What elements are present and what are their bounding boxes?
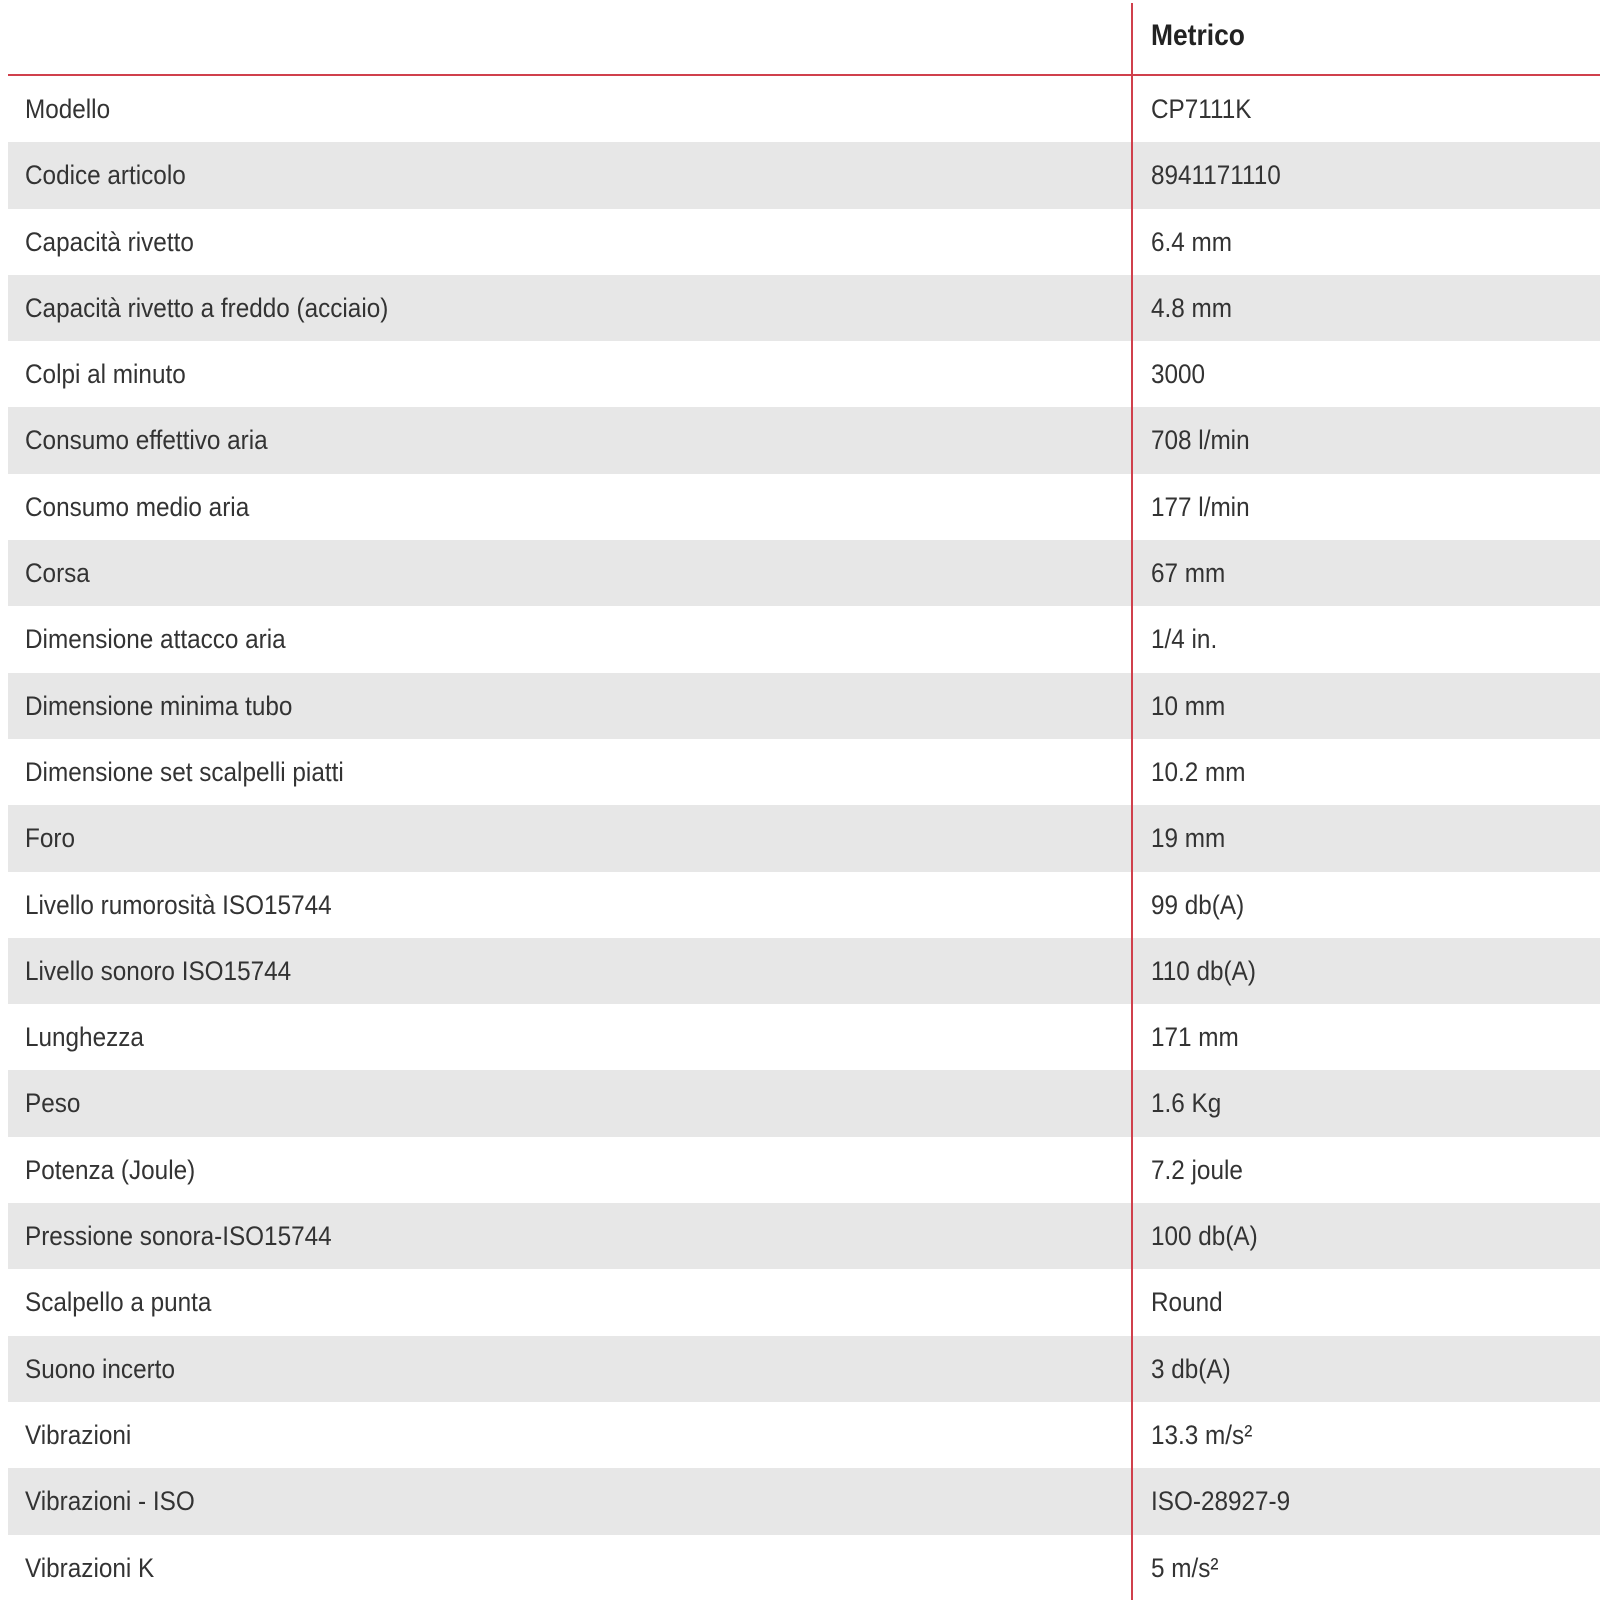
row-label: Codice articolo (25, 160, 186, 191)
table-row (8, 872, 1600, 938)
table-row (8, 275, 1600, 341)
row-value: Round (1151, 1287, 1223, 1318)
row-value: 10.2 mm (1151, 756, 1246, 787)
table-row (8, 1468, 1600, 1534)
row-label: Dimensione set scalpelli piatti (25, 756, 344, 787)
table-row (8, 1402, 1600, 1468)
row-value: 177 l/min (1151, 491, 1250, 522)
table-row (8, 209, 1600, 275)
row-value: 19 mm (1151, 823, 1226, 854)
row-label: Consumo medio aria (25, 491, 250, 522)
row-value: 3 db(A) (1151, 1353, 1231, 1384)
row-value: 4.8 mm (1151, 292, 1233, 323)
table-row (8, 805, 1600, 871)
row-label: Vibrazioni - ISO (25, 1486, 195, 1517)
table-row (8, 606, 1600, 672)
row-value: 7.2 joule (1151, 1154, 1243, 1185)
row-value: 67 mm (1151, 558, 1226, 589)
table-row (8, 739, 1600, 805)
row-label: Suono incerto (25, 1353, 175, 1384)
row-value: 3000 (1151, 359, 1206, 390)
table-row (8, 1070, 1600, 1136)
row-value: 708 l/min (1151, 425, 1250, 456)
row-label: Capacità rivetto a freddo (acciaio) (25, 292, 389, 323)
row-label: Consumo effettivo aria (25, 425, 268, 456)
row-label: Livello rumorosità ISO15744 (25, 889, 332, 920)
row-value: 5 m/s² (1151, 1552, 1219, 1583)
row-value: 6.4 mm (1151, 226, 1233, 257)
table-row (8, 1203, 1600, 1269)
row-label: Peso (25, 1088, 81, 1119)
table-row (8, 341, 1600, 407)
row-label: Dimensione attacco aria (25, 624, 286, 655)
table-row (8, 1137, 1600, 1203)
table-row (8, 142, 1600, 208)
row-label: Pressione sonora-ISO15744 (25, 1221, 332, 1252)
row-value: 13.3 m/s² (1151, 1419, 1253, 1450)
column-header-metrico: Metrico (1151, 19, 1245, 52)
table-row (8, 474, 1600, 540)
row-label: Livello sonoro ISO15744 (25, 955, 292, 986)
row-value: 10 mm (1151, 690, 1226, 721)
row-label: Scalpello a punta (25, 1287, 212, 1318)
table-row (8, 1336, 1600, 1402)
row-label: Dimensione minima tubo (25, 690, 293, 721)
row-label: Vibrazioni K (25, 1552, 155, 1583)
row-value: 99 db(A) (1151, 889, 1245, 920)
row-value: 110 db(A) (1151, 955, 1256, 986)
row-value: 1.6 Kg (1151, 1088, 1222, 1119)
table-row (8, 540, 1600, 606)
spec-table (8, 0, 1600, 1600)
row-label: Corsa (25, 558, 90, 589)
table-body (8, 76, 1600, 1601)
table-row (8, 673, 1600, 739)
table-row (8, 407, 1600, 473)
row-label: Lunghezza (25, 1022, 144, 1053)
row-value: 100 db(A) (1151, 1221, 1258, 1252)
row-label: Foro (25, 823, 75, 854)
row-label: Colpi al minuto (25, 359, 186, 390)
table-header-row (8, 0, 1600, 76)
table-row (8, 1535, 1600, 1601)
column-divider (1131, 3, 1133, 1600)
row-label: Capacità rivetto (25, 226, 194, 257)
table-row (8, 76, 1600, 142)
row-label: Modello (25, 94, 111, 124)
row-value: 171 mm (1151, 1022, 1239, 1053)
row-label: Potenza (Joule) (25, 1154, 196, 1185)
row-value: 8941171110 (1151, 160, 1281, 191)
row-label: Vibrazioni (25, 1419, 132, 1450)
table-row (8, 938, 1600, 1004)
table-row (8, 1004, 1600, 1070)
row-value: ISO-28927-9 (1151, 1486, 1291, 1517)
row-value: CP7111K (1151, 94, 1252, 124)
table-row (8, 1269, 1600, 1335)
row-value: 1/4 in. (1151, 624, 1218, 655)
